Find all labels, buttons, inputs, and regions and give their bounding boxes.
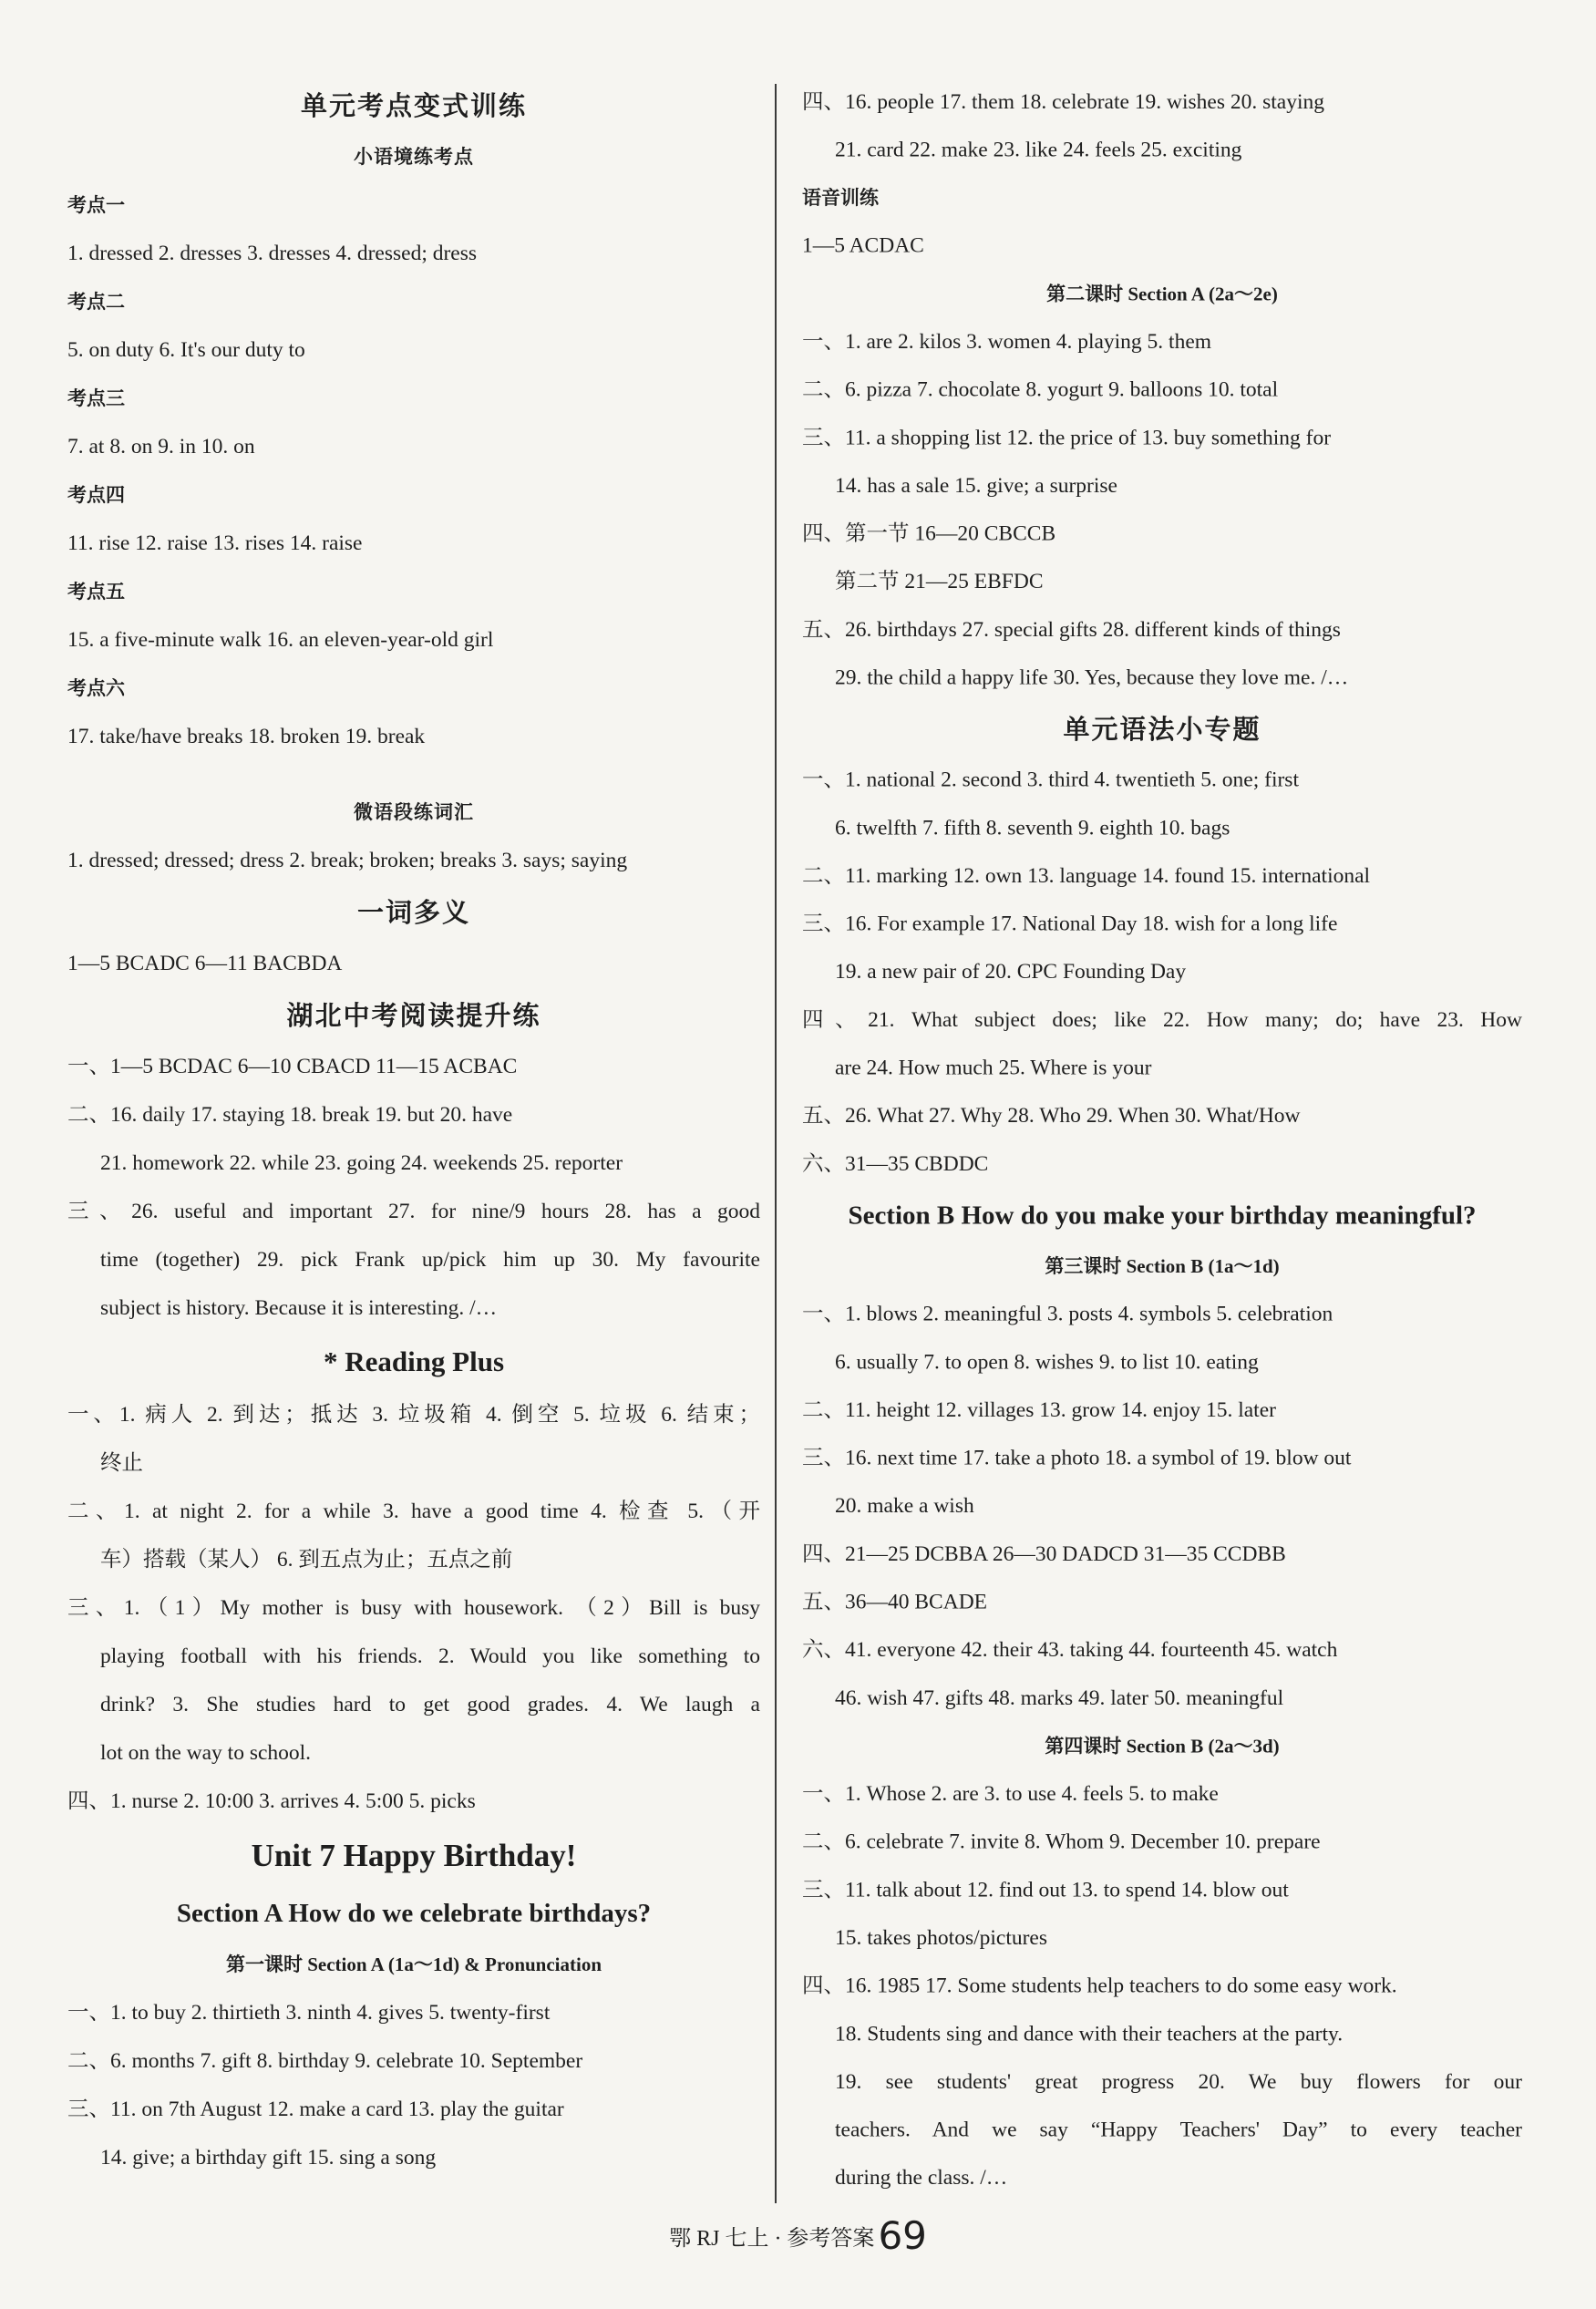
answer-line: 四、21. What subject does; like 22. How many; do; have 23. How (802, 1008, 1522, 1032)
answer-line: 三、11. a shopping list 12. the price of 13. buy something for (802, 426, 1332, 450)
answer-line: 车）搭载（某人） 6. 到五点为止；五点之前 (100, 1548, 513, 1572)
column-divider (775, 84, 777, 2203)
answer-line: 五、36—40 BCADE (802, 1590, 988, 1614)
section-heading: 单元语法小专题 (1063, 714, 1261, 745)
answer-line: 17. take/have breaks 18. broken 19. break (67, 725, 426, 748)
page-number: 69 (878, 2213, 927, 2258)
answer-line: 一、1. to buy 2. thirtieth 3. ninth 4. gives 5. twenty-first (67, 2001, 551, 2025)
subsection-heading: 微语段练词汇 (354, 801, 474, 823)
answer-line: during the class. /… (835, 2166, 1008, 2190)
answer-line: drink? 3. She studies hard to get good grades. 4. We laugh a (100, 1693, 760, 1716)
section-heading: 单元考点变式训练 (300, 90, 527, 121)
answer-line: 二、6. pizza 7. chocolate 8. yogurt 9. balloons 10. total (802, 377, 1279, 402)
footer-label: 鄂 RJ 七上 · 参考答案 (669, 2227, 875, 2251)
answer-line: 一、1. blows 2. meaningful 3. posts 4. symbols 5. celebration (802, 1302, 1333, 1326)
answer-line: 一、1. are 2. kilos 3. women 4. playing 5. them (802, 330, 1212, 354)
answer-line: 19. see students' great progress 20. We buy flowers for our (835, 2070, 1522, 2094)
answer-line: 1. dressed 2. dresses 3. dresses 4. dressed; dress (67, 242, 478, 265)
answer-line: 20. make a wish (835, 1494, 974, 1519)
topic-heading: 考点三 (67, 387, 125, 409)
left-column (67, 78, 760, 2182)
answer-line: 二、1. at night 2. for a while 3. have a good time 4. 检查 5.（开 (67, 1500, 760, 1523)
section-title: Section A How do we celebrate birthdays? (176, 1899, 652, 1928)
answer-line: 二、16. daily 17. staying 18. break 19. but 20. have (67, 1103, 513, 1127)
answer-line: 21. homework 22. while 23. going 24. weekends 25. reporter (100, 1151, 623, 1175)
answer-line: 6. usually 7. to open 8. wishes 9. to list 10. eating (835, 1350, 1259, 1375)
lesson-heading: 第二课时 Section A (2a～2e) (1046, 283, 1278, 305)
answer-line: 三、11. on 7th August 12. make a card 13. play the guitar (67, 2098, 564, 2121)
answer-line: 五、26. birthdays 27. special gifts 28. different kinds of things (802, 617, 1341, 642)
answer-line: teachers. And we say “Happy Teachers' Day” to every teacher (835, 2118, 1522, 2142)
section-heading: 湖北中考阅读提升练 (286, 1000, 541, 1031)
answer-line: 二、6. celebrate 7. invite 8. Whom 9. December 10. prepare (802, 1830, 1321, 1854)
answer-line: 11. rise 12. raise 13. rises 14. raise (67, 531, 363, 555)
answer-line: 18. Students sing and dance with their teachers at the party. (835, 2022, 1344, 2046)
right-column (802, 78, 1522, 2202)
answer-line: 7. at 8. on 9. in 10. on (67, 435, 255, 459)
lesson-heading: 第一课时 Section A (1a～1d) & Pronunciation (225, 1953, 602, 1975)
answer-line: 四、21—25 DCBBA 26—30 DADCD 31—35 CCDBB (802, 1542, 1286, 1566)
answer-line: 四、16. 1985 17. Some students help teachers to do some easy work. (802, 1974, 1397, 1998)
answer-line: 二、11. marking 12. own 13. language 14. found 15. international (802, 864, 1371, 888)
answer-line: 15. takes photos/pictures (835, 1926, 1048, 1950)
subsection-heading: 小语境练考点 (354, 146, 474, 168)
answer-line: 14. has a sale 15. give; a surprise (835, 474, 1117, 498)
answer-line: 四、16. people 17. them 18. celebrate 19. wishes 20. staying (802, 89, 1325, 114)
answer-line: 一、1. national 2. second 3. third 4. twentieth 5. one; first (802, 768, 1299, 792)
answer-line: 六、31—35 CBDDC (802, 1151, 989, 1176)
answer-line: 15. a five-minute walk 16. an eleven-year-old girl (67, 628, 494, 652)
section-heading: 一词多义 (356, 897, 470, 928)
answer-line: 一、1. 病人 2. 到达；抵达 3. 垃圾箱 4. 倒空 5. 垃圾 6. 结束； (67, 1403, 760, 1427)
page-footer (0, 2213, 1596, 2258)
answer-line: 二、11. height 12. villages 13. grow 14. enjoy 15. later (802, 1398, 1276, 1422)
topic-heading: 考点二 (67, 291, 125, 313)
answer-line: 1. dressed; dressed; dress 2. break; broken; breaks 3. says; saying (67, 849, 628, 872)
answer-line: 三、1.（1）My mother is busy with housework. （2）Bill is busy (67, 1596, 760, 1620)
answer-line: 三、26. useful and important 27. for nine/9 hours 28. has a good (67, 1200, 760, 1223)
spacer (67, 761, 760, 789)
answer-line: 1—5 ACDAC (802, 233, 924, 258)
answer-line: 三、16. For example 17. National Day 18. wish for a long life (802, 912, 1338, 936)
section-title: Section B How do you make your birthday meaningful? (848, 1201, 1477, 1231)
reading-plus-title: * Reading Plus (323, 1345, 505, 1377)
answer-line: 五、26. What 27. Why 28. Who 29. When 30. What/How (802, 1104, 1301, 1129)
answer-line: 终止 (100, 1451, 143, 1475)
answer-line: are 24. How much 25. Where is your (835, 1056, 1152, 1080)
topic-heading: 考点五 (67, 581, 125, 603)
answer-line: 29. the child a happy life 30. Yes, because they love me. /… (835, 665, 1349, 690)
answer-line: 一、1—5 BCDAC 6—10 CBACD 11—15 ACBAC (67, 1055, 518, 1078)
lesson-heading: 第四课时 Section B (2a～3d) (1045, 1735, 1280, 1758)
answer-line: 5. on duty 6. It's our duty to (67, 338, 305, 362)
answer-line: 第二节 21—25 EBFDC (835, 570, 1044, 594)
lesson-heading: 第三课时 Section B (1a～1d) (1045, 1255, 1280, 1277)
answer-line: 二、6. months 7. gift 8. birthday 9. celebrate 10. September (67, 2049, 583, 2073)
answer-line: time (together) 29. pick Frank up/pick him up 30. My favourite (100, 1248, 760, 1272)
answer-line: 三、16. next time 17. take a photo 18. a symbol of 19. blow out (802, 1446, 1352, 1470)
answer-line: 六、41. everyone 42. their 43. taking 44. fourteenth 45. watch (802, 1638, 1338, 1663)
answer-line: playing football with his friends. 2. Would you like something to (100, 1644, 760, 1668)
topic-heading: 语音训练 (802, 187, 879, 210)
topic-heading: 考点四 (67, 484, 125, 506)
answer-line: 6. twelfth 7. fifth 8. seventh 9. eighth 10. bags (835, 816, 1230, 840)
topic-heading: 考点六 (67, 677, 125, 699)
answer-line: 四、1. nurse 2. 10:00 3. arrives 4. 5:00 5. picks (67, 1789, 476, 1813)
answer-line: 14. give; a birthday gift 15. sing a song (100, 2146, 437, 2170)
answer-line: 四、第一节 16—20 CBCCB (802, 521, 1056, 546)
unit-title: Unit 7 Happy Birthday! (251, 1838, 577, 1873)
answer-line: 46. wish 47. gifts 48. marks 49. later 50. meaningful (835, 1685, 1284, 1710)
answer-line: 一、1. Whose 2. are 3. to use 4. feels 5. to make (802, 1782, 1219, 1807)
answer-line: 1—5 BCADC 6—11 BACBDA (67, 952, 343, 975)
answer-line: 21. card 22. make 23. like 24. feels 25. exciting (835, 138, 1242, 162)
topic-heading: 考点一 (67, 194, 125, 216)
answer-line: lot on the way to school. (100, 1741, 312, 1765)
answer-line: 三、11. talk about 12. find out 13. to spend 14. blow out (802, 1878, 1289, 1902)
answer-line: subject is history. Because it is interesting. /… (100, 1296, 498, 1320)
answer-line: 19. a new pair of 20. CPC Founding Day (835, 960, 1187, 984)
